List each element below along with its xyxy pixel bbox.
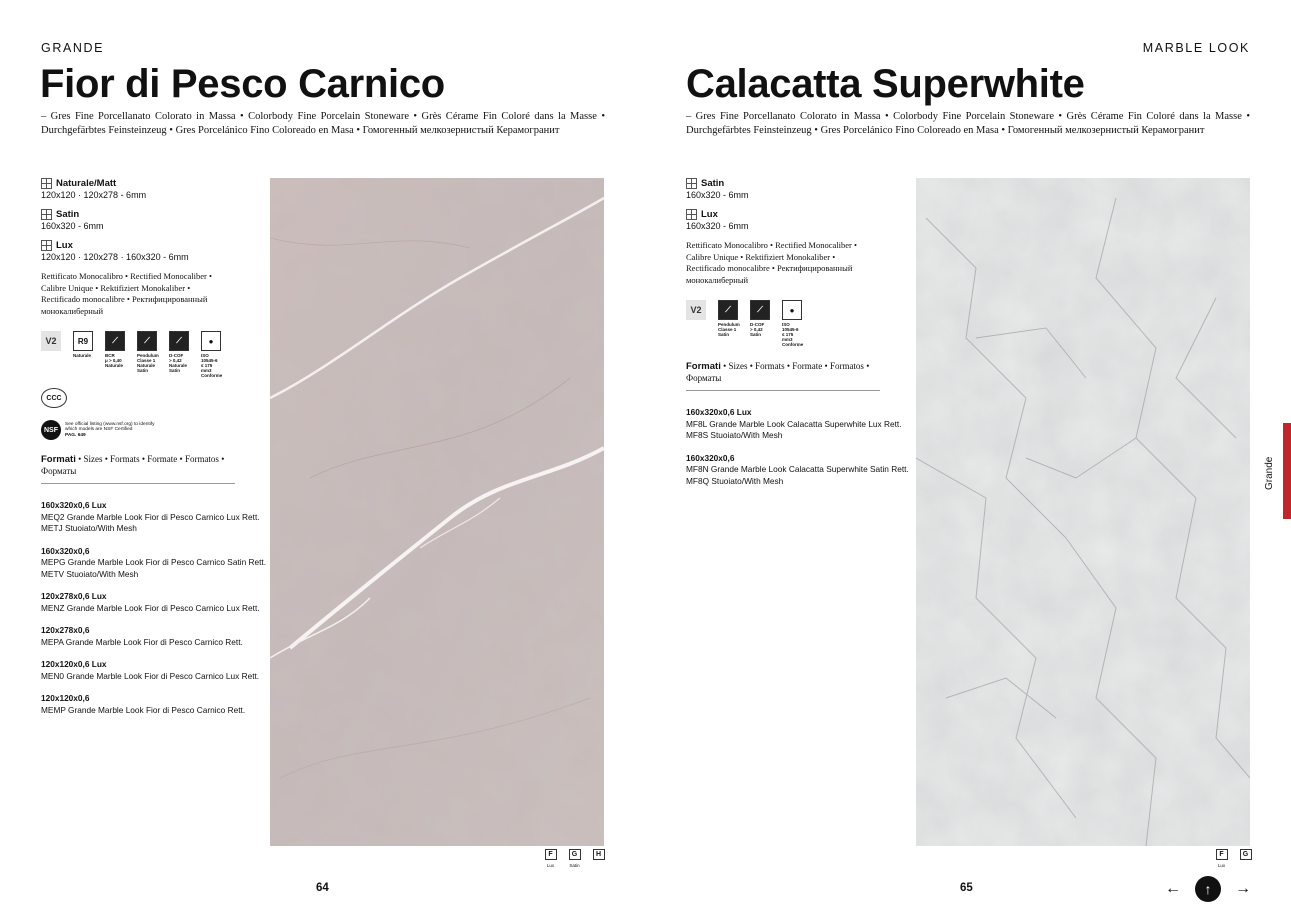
specs-column: [41, 178, 266, 727]
product-list: [41, 500, 276, 716]
slip-icon: ⟋: [718, 300, 738, 320]
nsf-note: See official listing (www.nsf.org) to identify which models are NSF Certified: [65, 421, 155, 433]
slip-icon: ⟋: [169, 331, 189, 351]
slip-icon: ⟋: [137, 331, 157, 351]
ccc-badge: CCC: [41, 388, 63, 408]
certification-badges: [686, 300, 886, 347]
right-page: [645, 0, 1291, 920]
finish-sizes: 160x320 - 6mm: [686, 190, 749, 200]
rectified-text: Rettificato Monocalibro • Rectified Monocaliber • Calibre Unique • Rektifiziert Monokaliber • Rectificado monocalibre • Ректифицированный монокалиберный: [686, 240, 857, 285]
section-side-tab[interactable]: [1283, 423, 1291, 519]
page-navigation: [1160, 876, 1256, 902]
finish-sizes: 120x120 · 120x278 · 160x320 - 6mm: [41, 252, 189, 262]
list-item: 160x320x0,6 MEPG Grande Marble Look Fior di Pesco Carnico Satin Rett. METV Stuoiato/With Mesh: [41, 545, 267, 579]
list-item: 120x278x0,6 Lux MENZ Grande Marble Look Fior di Pesco Carnico Lux Rett.: [41, 591, 260, 613]
slip-icon: ⟋: [105, 331, 125, 351]
finish-name: Lux: [701, 209, 718, 220]
finish-markers: [544, 849, 605, 868]
finish-lux: [41, 240, 266, 262]
list-item: 120x120x0,6 MEMP Grande Marble Look Fior di Pesco Carnico Rett.: [41, 693, 246, 715]
dcof-badge: ⟋ D-COF > 0,42 Naturale Satin: [169, 331, 191, 378]
finish-name: Satin: [701, 178, 725, 189]
arrow-up-icon[interactable]: ↑: [1195, 876, 1221, 902]
pendulum-badge: ⟋ Pendulum Classe 1 Naturale Satin: [137, 331, 159, 378]
formats-heading: Formati • Sizes • Formats • Formate • Formatos • Форматы: [41, 454, 225, 476]
specs-column: [686, 178, 911, 498]
nsf-certification: [41, 420, 266, 440]
marble-tile-image: [270, 178, 604, 846]
divider: [41, 483, 235, 484]
rectified-text: Rettificato Monocalibro • Rectified Monocaliber • Calibre Unique • Rektifiziert Monokaliber • Rectificado monocalibre • Ректифицированный монокалиберный: [41, 271, 212, 316]
abrasion-icon: ●: [201, 331, 221, 351]
side-tab-label: Grande: [1264, 456, 1275, 490]
left-page: [0, 0, 645, 920]
bcr-badge: ⟋ BCR μ > 0,40 Naturale: [105, 331, 127, 378]
finish-icon: [686, 209, 697, 220]
pendulum-badge: ⟋ Pendulum Classe 1 Satin: [718, 300, 740, 347]
finish-sizes: 160x320 - 6mm: [686, 221, 749, 231]
arrow-left-icon[interactable]: ←: [1165, 880, 1181, 897]
list-item: 160x320x0,6 Lux MEQ2 Grande Marble Look Fior di Pesco Carnico Lux Rett. METJ Stuoiato/With Mesh: [41, 500, 260, 533]
dcof-badge: ⟋ D-COF > 0,42 Satin: [750, 300, 772, 347]
finish-name: Naturale/Matt: [56, 178, 117, 189]
page-number: 65: [960, 882, 973, 894]
finish-naturale: [41, 178, 266, 200]
finish-name: Satin: [56, 209, 80, 220]
marker-h: H: [592, 849, 605, 868]
finish-lux: [686, 209, 911, 231]
v2-badge: V2: [41, 331, 63, 378]
divider: [686, 390, 880, 391]
nsf-page-ref: PAG. 649: [65, 432, 86, 438]
finish-satin: [686, 178, 911, 200]
nsf-logo: NSF: [41, 420, 61, 440]
marble-tile-image: [916, 178, 1250, 846]
list-item: 120x278x0,6 MEPA Grande Marble Look Fior di Pesco Carnico Rett.: [41, 625, 243, 647]
finish-icon: [41, 209, 52, 220]
finish-name: Lux: [56, 240, 73, 251]
product-title: Calacatta Superwhite: [686, 62, 1085, 106]
product-list: [686, 407, 921, 487]
finish-icon: [686, 178, 697, 189]
page-number: 64: [316, 882, 329, 894]
list-item: 120x120x0,6 Lux MEN0 Grande Marble Look Fior di Pesco Carnico Lux Rett.: [41, 659, 260, 681]
finish-sizes: 120x120 · 120x278 - 6mm: [41, 190, 147, 200]
list-item: 160x320x0,6 MF8N Grande Marble Look Calacatta Superwhite Satin Rett. MF8Q Stuoiato/With Mesh: [686, 452, 909, 486]
formats-heading: Formati • Sizes • Formats • Formate • Formatos • Форматы: [686, 361, 870, 383]
product-title: Fior di Pesco Carnico: [40, 62, 445, 106]
material-description: – Gres Fine Porcellanato Colorato in Massa • Colorbody Fine Porcelain Stoneware • Grès Cérame Fin Coloré dans la Masse • Durchgefärbtes Feinsteinzeug • Gres Porcelánico Fino Coloreado en Masa • Гомогенный мелкозернистый Керамогранит: [686, 111, 1250, 136]
marker-g: G: [1239, 849, 1252, 868]
iso-badge: ● ISO 10545-6 ≤ 175 mm3 Conforme: [782, 300, 804, 347]
finish-icon: [41, 178, 52, 189]
finish-icon: [41, 240, 52, 251]
slip-icon: ⟋: [750, 300, 770, 320]
section-label: MARBLE LOOK: [1142, 41, 1250, 55]
marker-g: G Satin: [569, 851, 580, 868]
finish-satin: [41, 209, 266, 231]
finish-sizes: 160x320 - 6mm: [41, 221, 104, 231]
material-description: – Gres Fine Porcellanato Colorato in Massa • Colorbody Fine Porcelain Stoneware • Grès Cérame Fin Coloré dans la Masse • Durchgefärbtes Feinsteinzeug • Gres Porcelánico Fino Coloreado en Masa • Гомогенный мелкозернистый Керамогранит: [41, 111, 605, 136]
abrasion-icon: ●: [782, 300, 802, 320]
finish-markers: [1215, 849, 1252, 868]
marker-f: F Lux: [1215, 849, 1228, 868]
iso-badge: ● ISO 10545-6 ≤ 175 mm3 Conforme: [201, 331, 223, 378]
v2-badge: V2: [686, 300, 708, 347]
section-label: GRANDE: [41, 41, 105, 55]
marker-f: F Lux: [544, 849, 557, 868]
certification-badges: [41, 331, 241, 408]
list-item: 160x320x0,6 Lux MF8L Grande Marble Look Calacatta Superwhite Lux Rett. MF8S Stuoiato/With Mesh: [686, 407, 902, 440]
arrow-right-icon[interactable]: →: [1235, 880, 1251, 897]
r9-badge: R9 Naturale: [73, 331, 95, 378]
